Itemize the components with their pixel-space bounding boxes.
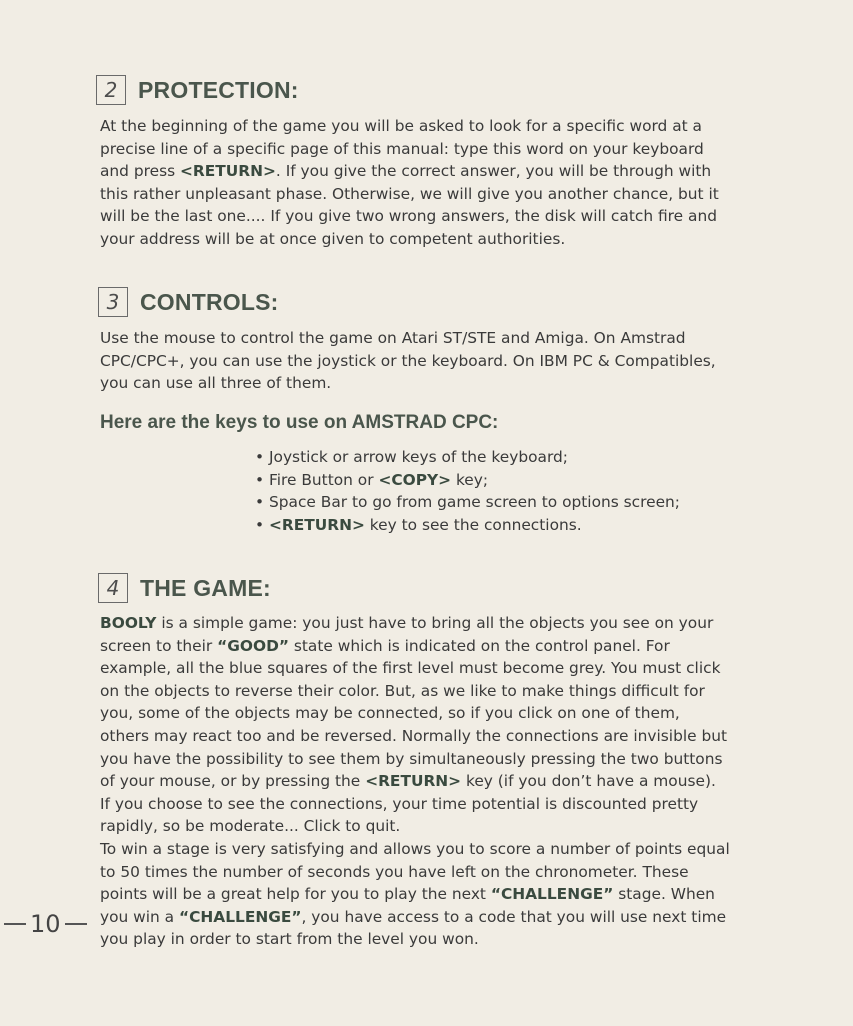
list-item: [255, 491, 680, 514]
text-run: At the beginning of the game you will be asked to look for a specific word at a precise line of a specific page of this manual: type this word on your keyboard and press: [100, 117, 704, 181]
section-number-box: 2: [96, 75, 126, 105]
dash-left: [4, 923, 26, 925]
section-title: PROTECTION:: [138, 76, 299, 103]
page-number: [0, 910, 91, 938]
dash-right: [65, 923, 87, 925]
text-run: Joystick or arrow keys of the keyboard;: [268, 448, 568, 466]
text-run: stage. When you win a: [100, 885, 715, 926]
page-number-text: 10: [30, 910, 61, 938]
protection-paragraph: [100, 115, 730, 251]
game-paragraph-1: [100, 612, 730, 838]
controls-heading: [98, 287, 279, 317]
text-run: state which is indicated on the control panel. For example, all the blue squares of the first level must become grey. You must click on the objects to reverse their color. But, as we like to make things difficult for you, some of the objects may be connected, so if you click on one of them, others may react too and be reversed. Normally the connections are invisible but you have the possibility to see them by simultaneously pressing the two buttons of your mouse, or by pressing the: [100, 636, 728, 791]
text-run: To win a stage is very satisfying and allows you to score a number of points equal to 50 times the number of seconds you have left on the chronometer. These points will be a great help for you to play the next: [100, 840, 730, 904]
text-run: . If you give the correct answer, you will be through with this rather unpleasant phase. Otherwise, we will give you another chance, but it will be the last one.... If you give two wrong answers, the disk will catch fire and your address will be at once given to competent authorities.: [100, 162, 719, 248]
protection-heading: [96, 75, 299, 105]
key-label: <RETURN>: [268, 515, 365, 534]
text-run: key (if you don’t have a mouse). If you choose to see the connections, your time potential is discounted pretty rapidly, so be moderate... Click to quit.: [100, 772, 716, 836]
section-title: THE GAME:: [140, 574, 271, 601]
amstrad-keys-subheading: Here are the keys to use on AMSTRAD CPC:: [100, 412, 499, 433]
text-run: key to see the connections.: [364, 515, 582, 534]
key-label: <RETURN>: [180, 162, 276, 181]
text-run: Fire Button or: [268, 470, 379, 489]
list-item: [255, 469, 680, 492]
section-number-box: 4: [98, 573, 128, 603]
emphasis: “CHALLENGE”: [179, 907, 302, 926]
list-item: [255, 446, 680, 469]
text-run: Space Bar to go from game screen to options screen;: [268, 493, 680, 512]
text-run: , you have access to a code that you will use next time you play in order to start from the level you won.: [100, 907, 727, 949]
key-label: <COPY>: [378, 470, 452, 489]
section-number-box: 3: [98, 287, 128, 317]
emphasis: “GOOD”: [217, 636, 289, 655]
game-heading: [98, 573, 271, 603]
list-item: [255, 514, 680, 537]
emphasis: “CHALLENGE”: [490, 885, 614, 904]
amstrad-keys-list: [255, 446, 680, 536]
game-name: BOOLY: [100, 614, 157, 632]
section-title: CONTROLS:: [140, 288, 279, 315]
game-paragraph-2: [100, 838, 730, 951]
key-label: <RETURN>: [365, 772, 462, 791]
text-run: key;: [451, 470, 489, 489]
controls-paragraph: Use the mouse to control the game on Atari ST/STE and Amiga. On Amstrad CPC/CPC+, you can use the joystick or the keyboard. On IBM PC & Compatibles, you can use all three of them.: [100, 329, 716, 393]
text-run: is a simple game: you just have to bring all the objects you see on your screen to their: [100, 614, 714, 655]
